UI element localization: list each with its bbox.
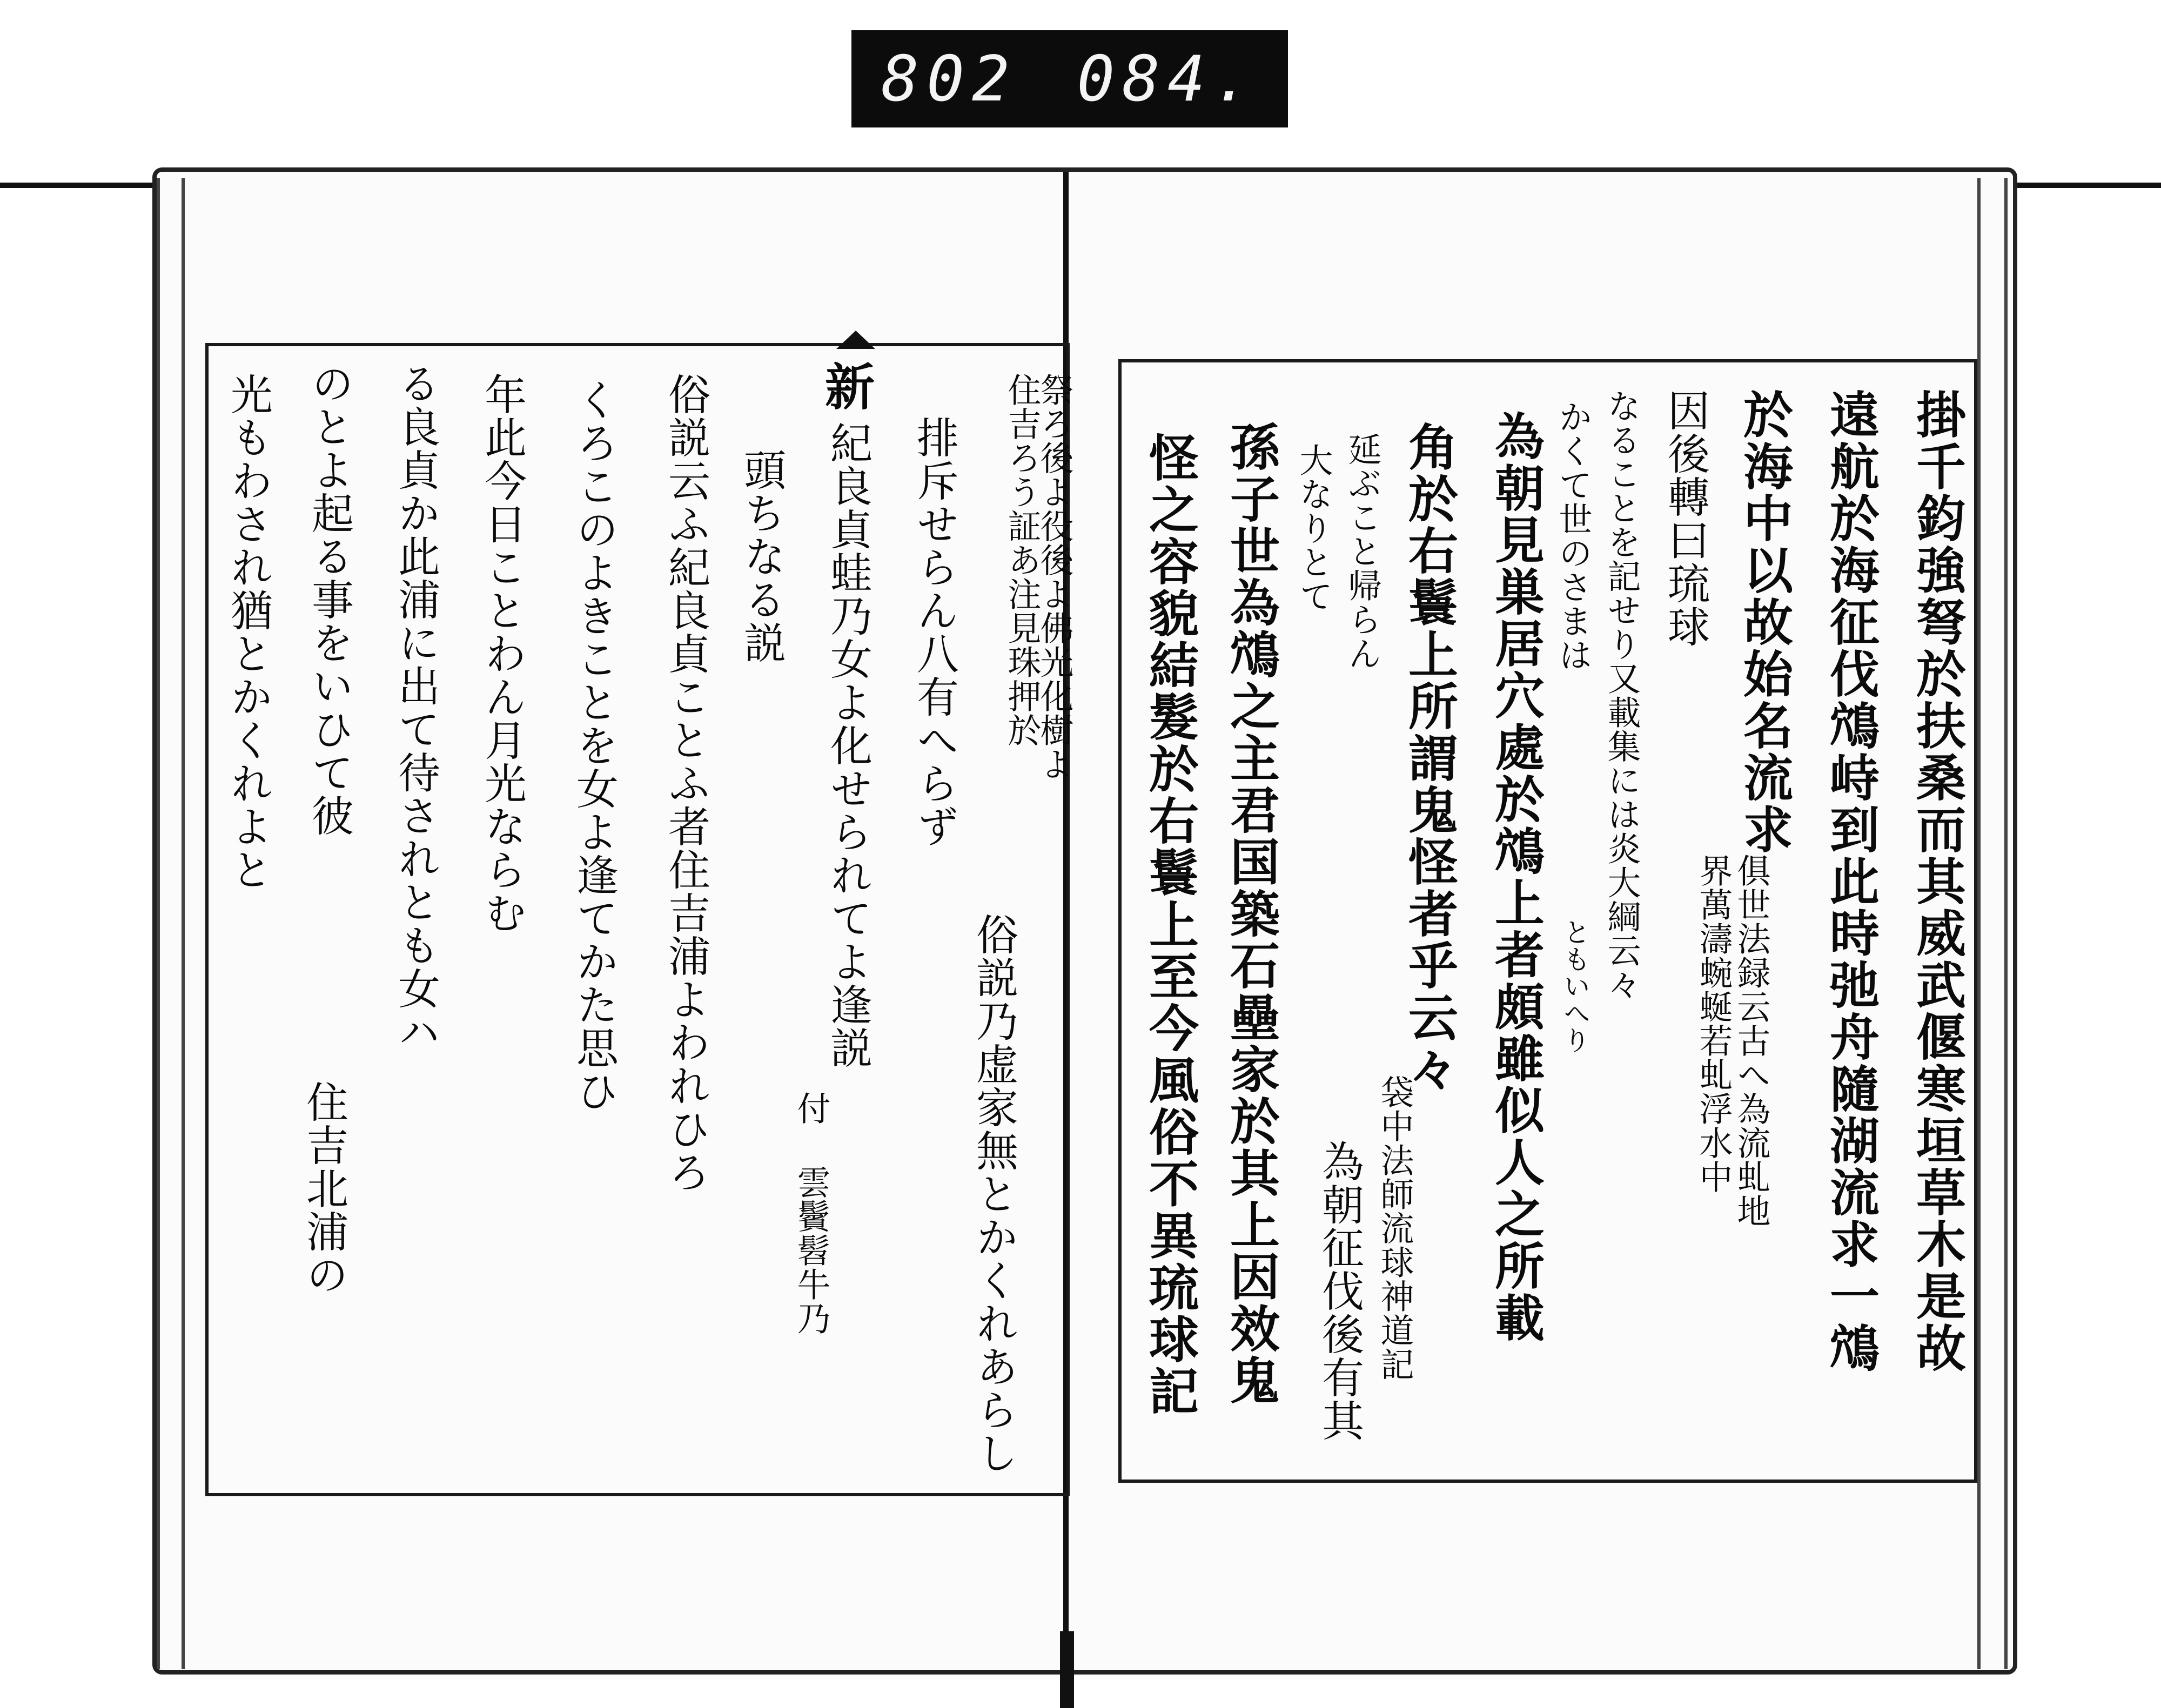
left-column-2: 紀良貞蛙乃女よ化せられてよ逢説 xyxy=(823,421,872,1070)
left-margin-note: 住吉北浦の xyxy=(299,1080,348,1296)
right-column-1: 掛千鈞強弩於扶桑而其威武偃寒垣草木是故 xyxy=(1908,389,1967,1374)
left-column-9: る良貞か此浦に出て待されとも女ハ xyxy=(391,362,440,1053)
right-inline-note-3: ともいへり xyxy=(1559,918,1590,1053)
right-column-10: 大なりとて xyxy=(1294,443,1333,613)
right-column-9: 延ぶこと帰らん xyxy=(1343,432,1382,670)
right-column-b2: 袋中法師流球神道記 xyxy=(1375,1075,1414,1381)
right-column-4: 因後轉曰琉球 xyxy=(1661,389,1709,648)
bottom-binding-tab xyxy=(1060,1631,1074,1708)
right-column-5: なることを記せり又載集には炎大綱云々 xyxy=(1602,389,1641,1001)
left-column-10: のとよ起る事をいひて彼 xyxy=(305,362,353,837)
right-column-7: 為朝見巣居穴處於鴪上者頗雖似人之所載 xyxy=(1487,411,1545,1344)
right-column-2: 遠航於海征伐鴪峙到此時弛舟隨湖流求一鴪 xyxy=(1822,389,1880,1374)
label-right-code: 084. xyxy=(1077,42,1258,116)
left-column-4: 排斥せらん八有へらず xyxy=(910,416,958,848)
label-left-code: 802 xyxy=(881,42,1017,116)
right-column-12: 怪之容貌結髮於右鬟上至今風俗不異琉球記 xyxy=(1141,432,1199,1417)
leaf-marker-icon xyxy=(836,331,875,349)
left-page-mark: 新 xyxy=(817,361,875,413)
archive-label-plate xyxy=(851,30,1288,127)
left-column-1: 俗説乃虚家無とかくれあらし xyxy=(969,913,1018,1475)
left-page-edge xyxy=(157,178,185,1669)
left-top-note-1: 祭ろ後よ役後よ佛光化樹よ xyxy=(1035,373,1074,781)
right-page-edge xyxy=(1977,178,2008,1669)
right-inline-note-2: 界萬濤蜿蜒若虬浮水中 xyxy=(1694,853,1733,1194)
right-column-3: 於海中以故始名流求 xyxy=(1735,389,1794,856)
right-inline-note-1: 俱世法録云古へ為流虬地 xyxy=(1732,853,1771,1228)
right-column-8: 角於右鬟上所謂鬼怪者乎云々 xyxy=(1400,421,1459,1095)
left-top-note-2: 住吉ろう証あ注見珠押於 xyxy=(1002,373,1042,747)
left-column-11: 光もわされ猶とかくれよと xyxy=(224,373,272,891)
left-column-5: 頭ちなる説 xyxy=(737,448,786,664)
left-column-7: くろこのよきことを女よ逢てかた思ひ xyxy=(569,378,618,1113)
left-column-3: 付 雲鬢髫牛乃 xyxy=(791,1091,831,1335)
right-column-b1: 為朝征伐後有其 xyxy=(1315,1140,1364,1442)
left-column-6: 俗説云ふ紀良貞ことふ者住吉浦よわれひろ xyxy=(661,373,710,1194)
right-column-6: かくて世のさまは xyxy=(1553,400,1593,672)
right-column-11: 孫子世為鴪之主君国築石壘家於其上因效鬼 xyxy=(1222,421,1280,1407)
left-column-8: 年此今日ことわん月光ならむ xyxy=(478,373,526,934)
